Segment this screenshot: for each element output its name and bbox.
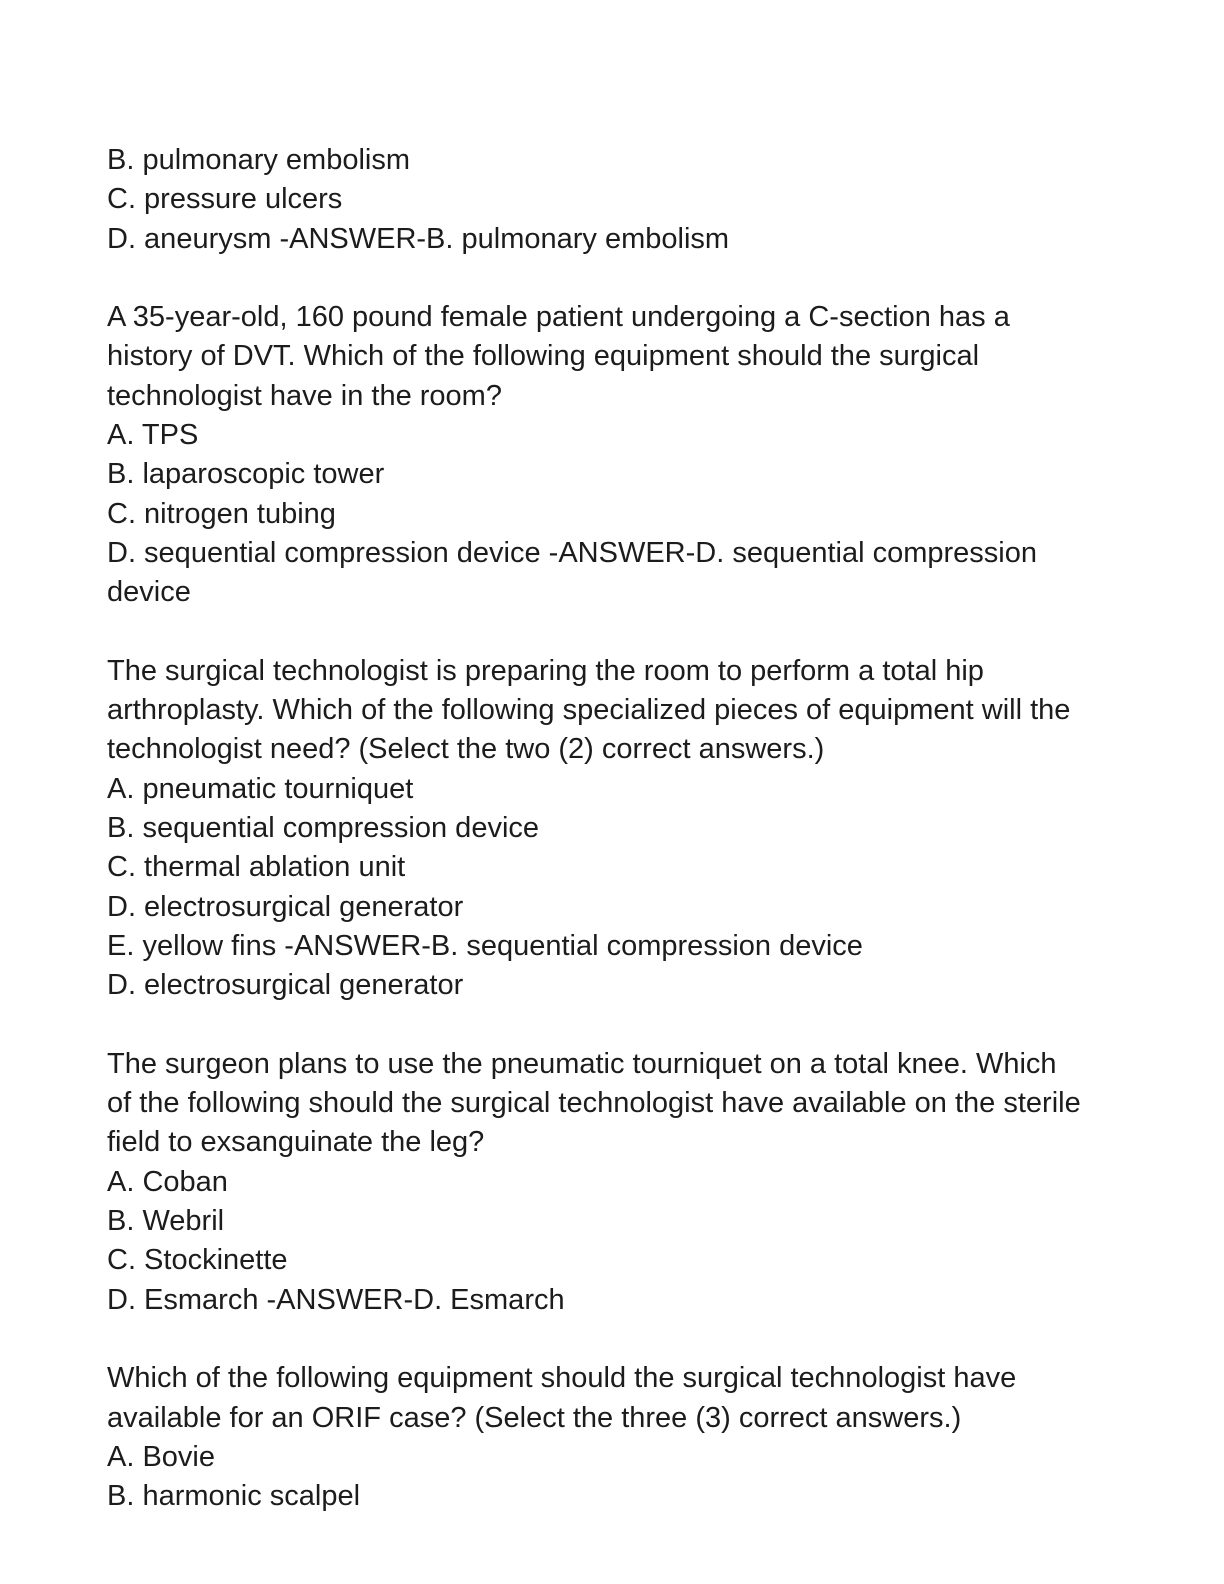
- text-line: C. thermal ablation unit: [107, 851, 406, 884]
- text-line: D. electrosurgical generator: [107, 969, 464, 1002]
- text-line: A. pneumatic tourniquet: [107, 772, 414, 805]
- paragraph-gap: [107, 1320, 1117, 1359]
- paragraph-gap: [107, 613, 1117, 652]
- text-line: D. aneurysm -ANSWER-B. pulmonary embolism: [107, 222, 730, 255]
- text-line: The surgeon plans to use the pneumatic tourniquet on a total knee. Which: [107, 1047, 1057, 1080]
- text-line: A. Coban: [107, 1165, 228, 1198]
- document-text: [107, 141, 1117, 1516]
- text-line: A. Bovie: [107, 1440, 215, 1473]
- paragraph-gap: [107, 259, 1117, 298]
- text-line: B. harmonic scalpel: [107, 1480, 361, 1513]
- text-line: C. Stockinette: [107, 1244, 288, 1277]
- text-line: of the following should the surgical technologist have available on the sterile: [107, 1087, 1081, 1120]
- text-line: history of DVT. Which of the following equipment should the surgical: [107, 340, 980, 373]
- text-line: D. Esmarch -ANSWER-D. Esmarch: [107, 1283, 565, 1316]
- text-line: B. pulmonary embolism: [107, 144, 410, 176]
- text-line: B. Webril: [107, 1205, 225, 1238]
- text-line: arthroplasty. Which of the following specialized pieces of equipment will the: [107, 694, 1071, 727]
- text-line: E. yellow fins -ANSWER-B. sequential compression device: [107, 929, 863, 962]
- text-line: technologist have in the room?: [107, 379, 502, 412]
- text-line: device: [107, 576, 191, 609]
- text-line: A 35-year-old, 160 pound female patient undergoing a C-section has a: [107, 301, 1010, 334]
- text-line: Which of the following equipment should the surgical technologist have: [107, 1362, 1017, 1395]
- text-line: B. laparoscopic tower: [107, 458, 385, 491]
- text-line: B. sequential compression device: [107, 812, 540, 845]
- text-line: D. electrosurgical generator: [107, 890, 464, 923]
- text-line: The surgical technologist is preparing the room to perform a total hip: [107, 654, 984, 687]
- text-line: C. pressure ulcers: [107, 183, 343, 216]
- text-line: available for an ORIF case? (Select the three (3) correct answers.): [107, 1401, 962, 1434]
- text-line: D. sequential compression device -ANSWER-D. sequential compression: [107, 536, 1037, 569]
- text-line: technologist need? (Select the two (2) correct answers.): [107, 733, 825, 766]
- paragraph-gap: [107, 1006, 1117, 1045]
- text-line: C. nitrogen tubing: [107, 497, 336, 530]
- text-line: A. TPS: [107, 419, 199, 452]
- text-line: field to exsanguinate the leg?: [107, 1126, 485, 1159]
